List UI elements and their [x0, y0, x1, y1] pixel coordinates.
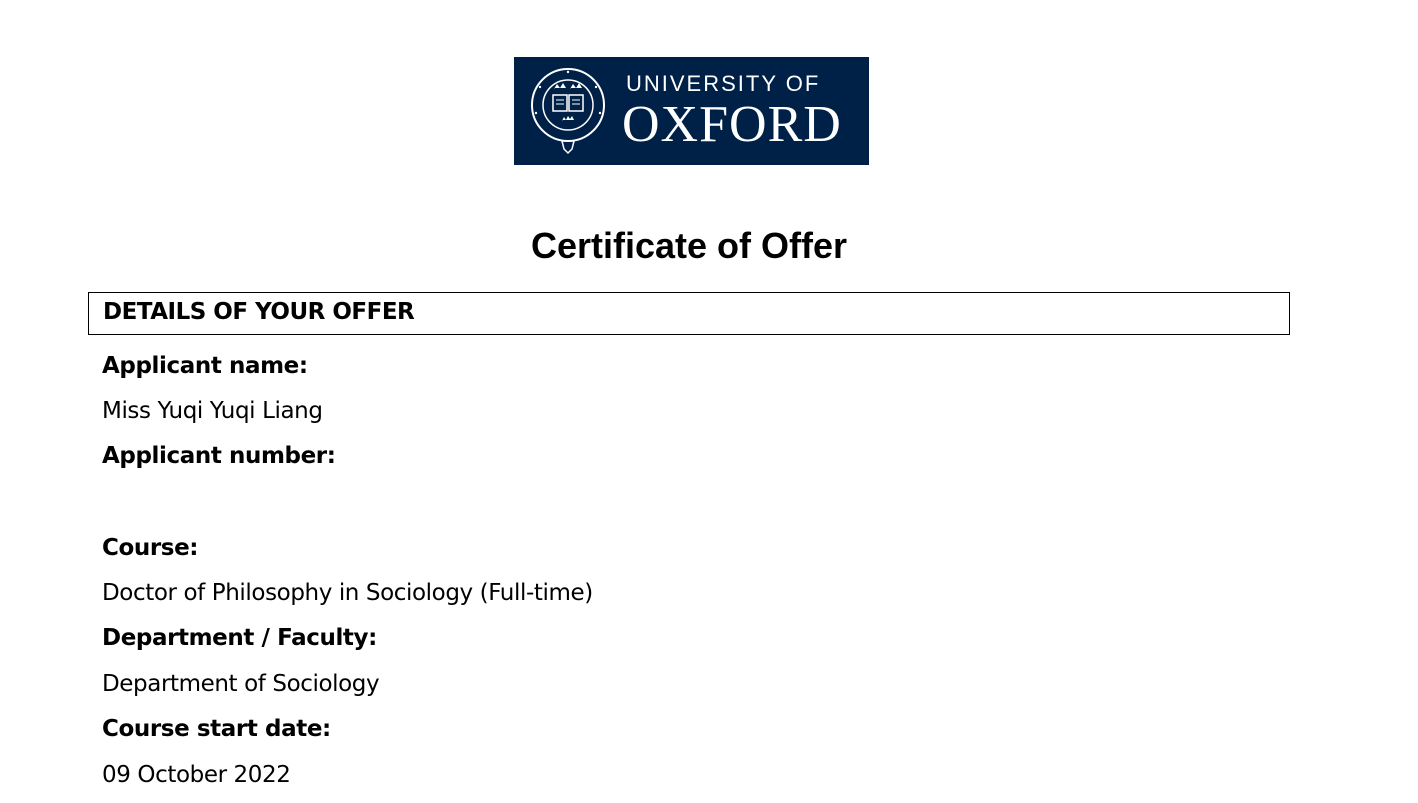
- logo-text-oxford: OXFORD: [622, 96, 842, 153]
- applicant-name-label: Applicant name:: [102, 353, 308, 379]
- logo-text-university-of: UNIVERSITY OF: [626, 71, 821, 96]
- applicant-number-label: Applicant number:: [102, 443, 336, 469]
- department-label: Department / Faculty:: [102, 625, 377, 651]
- section-header-box: [88, 292, 1290, 335]
- university-logo: [514, 57, 869, 165]
- start-date-label: Course start date:: [102, 716, 331, 742]
- applicant-name-value: Miss Yuqi Yuqi Liang: [102, 398, 323, 424]
- course-value: Doctor of Philosophy in Sociology (Full-time): [102, 580, 593, 606]
- department-value: Department of Sociology: [102, 671, 380, 697]
- section-heading: DETAILS OF YOUR OFFER: [103, 299, 415, 325]
- university-seal-icon: [528, 65, 608, 157]
- start-date-value: 09 October 2022: [102, 762, 291, 788]
- course-label: Course:: [102, 535, 199, 561]
- page-title: Certificate of Offer: [530, 225, 848, 266]
